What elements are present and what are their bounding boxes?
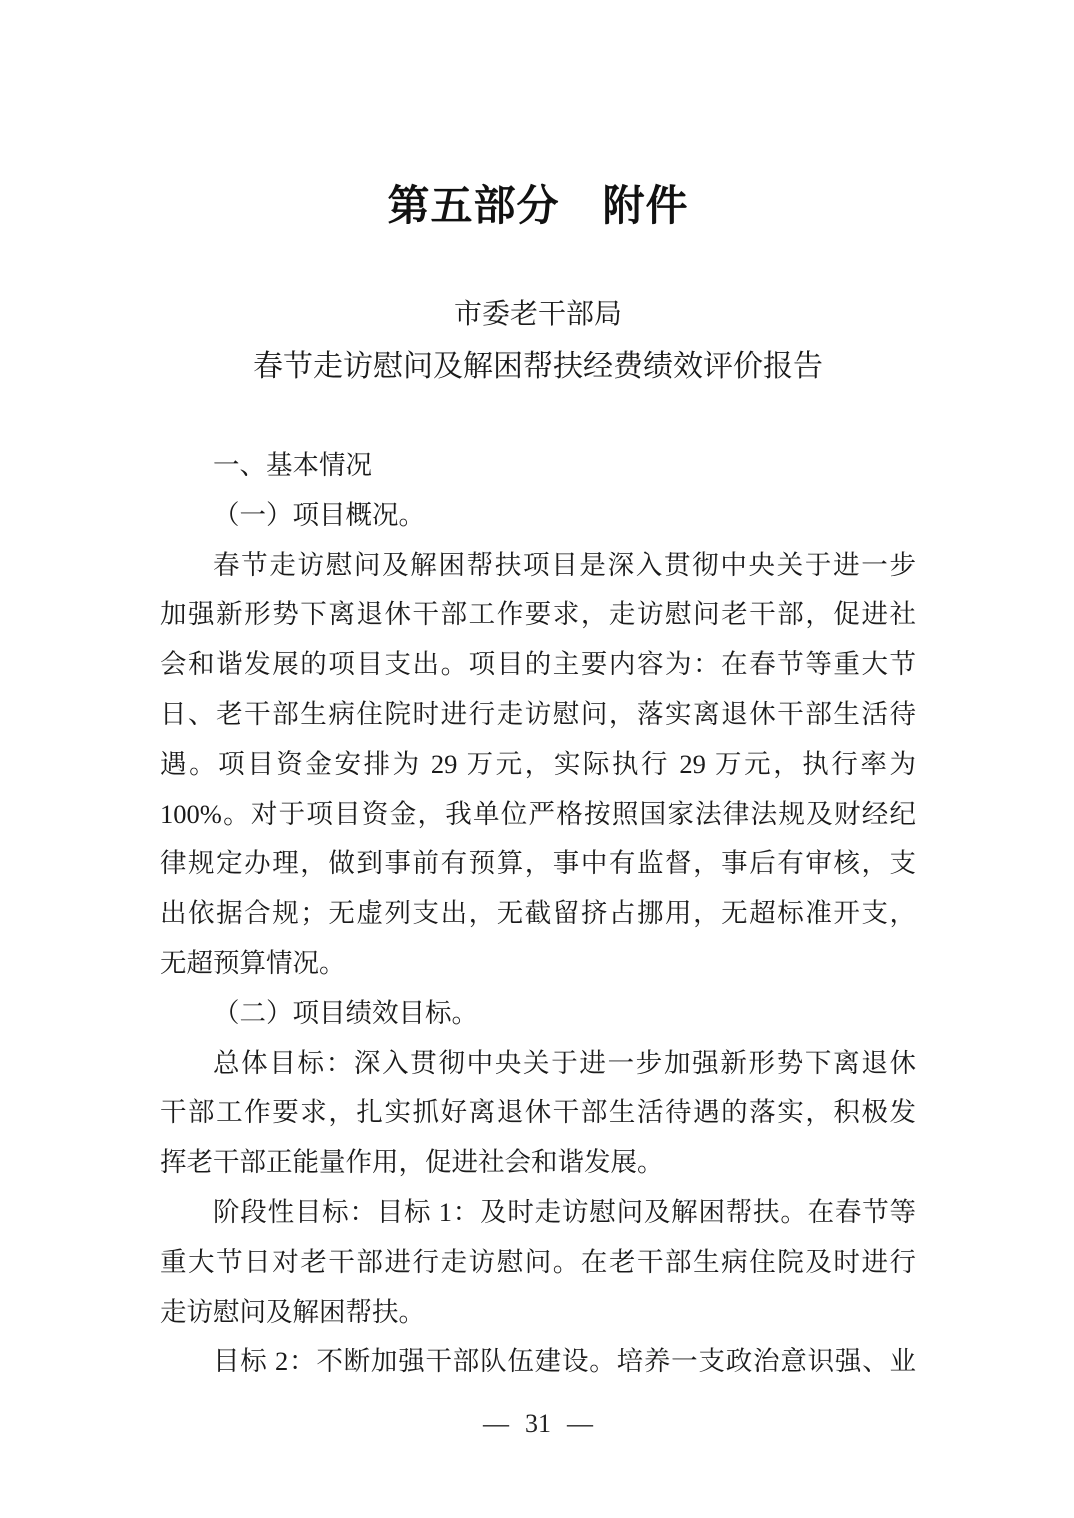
body-line: 重大节日对老干部进行走访慰问。在老干部生病住院及时进行	[160, 1246, 916, 1277]
body-line: 100%。对于项目资金，我单位严格按照国家法律法规及财经纪	[160, 798, 916, 829]
page-number: 31	[525, 1409, 551, 1438]
body-line: 无超预算情况。	[160, 947, 346, 978]
body-line: 阶段性目标：目标 1：及时走访慰问及解困帮扶。在春节等	[213, 1196, 916, 1227]
body-line: 目标 2：不断加强干部队伍建设。培养一支政治意识强、业	[213, 1346, 916, 1377]
body-line: 会和谐发展的项目支出。项目的主要内容为：在春节等重大节	[160, 649, 916, 680]
body-line: 一、基本情况	[213, 450, 372, 480]
body-line: 春节走访慰问及解困帮扶项目是深入贯彻中央关于进一步	[213, 549, 916, 580]
footer-dash-left: —	[483, 1409, 509, 1438]
body-line: （二）项目绩效目标。	[213, 997, 478, 1028]
body-line: （一）项目概况。	[213, 499, 425, 530]
body-line: 出依据合规；无虚列支出，无截留挤占挪用，无超标准开支，	[160, 898, 916, 929]
body-line: 日、老干部生病住院时进行走访慰问，落实离退休干部生活待	[160, 698, 916, 729]
footer-dash-right: —	[567, 1409, 593, 1438]
body-text	[160, 441, 916, 1387]
organization-name: 市委老干部局	[453, 299, 622, 330]
body-line: 总体目标：深入贯彻中央关于进一步加强新形势下离退休	[213, 1047, 916, 1078]
body-line: 律规定办理，做到事前有预算，事中有监督，事后有审核，支	[160, 848, 916, 879]
body-line: 走访慰问及解困帮扶。	[160, 1296, 425, 1327]
report-title: 春节走访慰问及解困帮扶经费绩效评价报告	[253, 350, 823, 383]
body-line: 干部工作要求，扎实抓好离退休干部生活待遇的落实，积极发	[160, 1097, 916, 1128]
body-line: 挥老干部正能量作用，促进社会和谐发展。	[160, 1147, 664, 1178]
body-line: 加强新形势下离退休干部工作要求，走访慰问老干部，促进社	[160, 599, 916, 630]
section-title: 第五部分 附件	[387, 182, 689, 229]
page-footer	[160, 1404, 916, 1444]
body-line: 遇。项目资金安排为 29 万元，实际执行 29 万元，执行率为	[160, 748, 916, 779]
